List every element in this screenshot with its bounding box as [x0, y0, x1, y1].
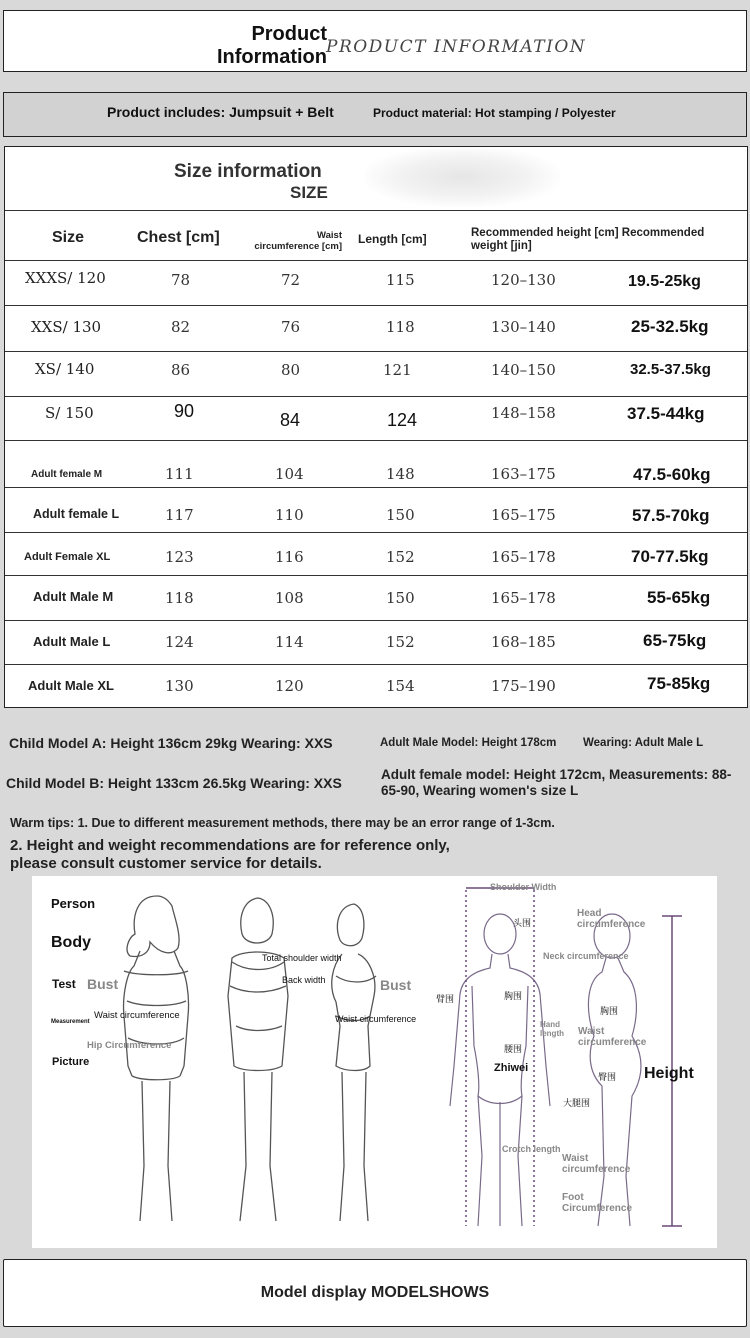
weight-value: 47.5-60kg: [633, 465, 711, 484]
weight-value: 75-85kg: [647, 674, 711, 693]
measurement-lines: [466, 888, 682, 1226]
size-label: Adult Male XL: [28, 678, 114, 693]
label-back-width: Back width: [282, 975, 326, 985]
label-bust-side: Bust: [380, 977, 412, 993]
product-contents: Product includes: Jumpsuit + Belt: [107, 104, 334, 120]
label-neck-circ: Neck circumference: [543, 951, 629, 961]
label-waist-circ: Waist circumference: [94, 1010, 180, 1021]
waist-value: 114: [275, 633, 304, 651]
label-arm-cn: 臂围: [436, 994, 455, 1004]
divider: [5, 664, 747, 665]
header-size: Size: [52, 229, 85, 246]
header-rec-line1: Recommended height [cm] Recommended: [471, 227, 705, 239]
height-value: 163–175: [491, 465, 556, 483]
length-value: 154: [386, 677, 415, 695]
product-includes-bar: [3, 92, 747, 137]
height-value: 140–150: [491, 361, 556, 379]
waist-value: 120: [275, 677, 304, 695]
label-hip-circ: Hip Circumference: [87, 1040, 172, 1051]
divider: [5, 487, 747, 488]
weight-value: 70-77.5kg: [631, 547, 709, 566]
height-value: 120–130: [491, 271, 556, 289]
left-figures-illustration: [124, 896, 376, 1221]
waist-value: 76: [281, 318, 301, 336]
label-head-circ: Head circumference: [577, 908, 646, 930]
header-chest: Chest [cm]: [137, 229, 220, 246]
weight-value: 25-32.5kg: [631, 317, 709, 336]
chest-value: 130: [165, 677, 194, 695]
label-waist-circ-lower: Waist circumference: [562, 1153, 631, 1175]
size-table-subtitle: SIZE: [290, 183, 328, 202]
divider: [5, 305, 747, 306]
size-label: Adult Female XL: [24, 551, 111, 563]
height-value: 130–140: [491, 318, 556, 336]
adult-male-model: Adult Male Model: Height 178cm: [380, 737, 557, 749]
size-label: Adult female L: [33, 507, 120, 521]
length-value: 152: [386, 633, 415, 651]
header-length: Length [cm]: [358, 232, 427, 246]
label-chest-cn: 胸围: [504, 991, 523, 1001]
label-shoulder-width: Shoulder Width: [490, 882, 557, 892]
child-model-a: Child Model A: Height 136cm 29kg Wearing: XXS: [9, 735, 333, 751]
child-model-b: Child Model B: Height 133cm 26.5kg Wearing: XXS: [6, 775, 342, 791]
weight-value: 37.5-44kg: [627, 404, 705, 423]
model-display-footer: [3, 1259, 747, 1327]
header-waist-line1: Waist: [317, 230, 342, 241]
label-body: Body: [51, 934, 91, 951]
weight-value: 32.5-37.5kg: [630, 361, 711, 378]
label-waist-circ-right: Waist circumference: [578, 1026, 647, 1048]
size-label: Adult Male M: [33, 589, 114, 604]
label-test: Test: [52, 977, 76, 991]
weight-value: 55-65kg: [647, 588, 711, 607]
chest-value: 86: [171, 361, 191, 379]
divider: [5, 532, 747, 533]
footer-text: Model display MODELSHOWS: [260, 1284, 490, 1301]
size-label: Adult Male L: [33, 634, 111, 649]
divider: [5, 396, 747, 397]
header-title: [193, 23, 327, 69]
weight-value: 65-75kg: [643, 631, 707, 650]
warm-tip-1: Warm tips: 1. Due to different measurement methods, there may be an error range of 1-3cm.: [10, 816, 555, 830]
label-zhiwei: Zhiwei: [494, 1062, 529, 1074]
size-label: XXS/ 130: [31, 318, 102, 336]
warm-tip-2: 2. Height and weight recommendations are for reference only,: [10, 837, 450, 854]
chest-value: 82: [171, 318, 191, 336]
chest-value: 124: [165, 633, 194, 651]
size-label: Adult female M: [31, 469, 103, 480]
chest-value: 78: [171, 271, 191, 289]
label-person: Person: [51, 896, 96, 911]
chest-value: 123: [165, 548, 194, 566]
height-value: 165–178: [491, 548, 556, 566]
chest-value: 111: [165, 465, 194, 483]
height-value: 165–175: [491, 506, 556, 524]
size-table: [4, 146, 748, 708]
waist-value: 108: [275, 589, 304, 607]
header-title-en: PRODUCT INFORMATION: [326, 37, 587, 57]
label-head-cn: 头围: [513, 918, 532, 928]
divider: [5, 440, 747, 441]
label-waist-circ-side: Waist circumference: [335, 1014, 417, 1024]
label-measurement: Measurement: [51, 1019, 90, 1025]
length-value: 148: [386, 465, 415, 483]
label-waist-cn: 腰围: [504, 1044, 523, 1054]
adult-male-wearing: Wearing: Adult Male L: [583, 737, 704, 749]
length-value: 115: [386, 271, 415, 289]
height-value: 148–158: [491, 404, 556, 422]
label-height: Height: [644, 1065, 694, 1082]
length-value: 124: [387, 410, 418, 430]
measurement-diagram: [32, 876, 717, 1248]
size-table-title: Size information: [174, 161, 322, 182]
product-material: Product material: Hot stamping / Polyester: [373, 106, 616, 120]
divider: [5, 575, 747, 576]
product-info-header: [3, 10, 747, 72]
divider: [5, 260, 747, 261]
header-title-line1: Product: [251, 23, 327, 45]
waist-value: 116: [275, 548, 304, 566]
waist-value: 72: [281, 271, 301, 289]
label-chest-side-cn: 胸围: [600, 1006, 619, 1016]
waist-value: 80: [281, 361, 301, 379]
label-bust-front: Bust: [87, 976, 119, 992]
chest-value: 117: [165, 506, 194, 524]
label-total-shoulder: Total shoulder width: [262, 953, 342, 963]
warm-tip-3: please consult customer service for details.: [10, 855, 322, 872]
chest-value: 118: [165, 589, 194, 607]
length-value: 152: [386, 548, 415, 566]
divider: [5, 210, 747, 211]
length-value: 150: [386, 589, 415, 607]
waist-value: 110: [275, 506, 304, 524]
header-waist-line2: circumference [cm]: [254, 241, 342, 252]
label-hip-cn: 臀围: [598, 1072, 617, 1082]
height-value: 165–178: [491, 589, 556, 607]
divider: [5, 620, 747, 621]
adult-female-model: Adult female model: Height 172cm, Measurements: 88-65-90, Wearing women's size L: [381, 767, 732, 798]
label-thigh-cn: 大腿围: [563, 1098, 591, 1108]
waist-value: 104: [275, 465, 304, 483]
header-rec-line2: weight [jin]: [471, 240, 532, 252]
length-value: 121: [383, 361, 412, 379]
label-crotch-length: Crotch length: [502, 1144, 561, 1154]
header-title-line2: Information: [217, 46, 327, 68]
label-foot-circ: Foot Circumference: [562, 1192, 633, 1214]
label-picture: Picture: [52, 1056, 90, 1068]
blurred-watermark: [365, 147, 560, 207]
chest-value: 90: [174, 401, 195, 421]
header-waist: [241, 230, 342, 252]
size-label: XXXS/ 120: [25, 269, 106, 287]
divider: [5, 351, 747, 352]
size-label: S/ 150: [45, 404, 94, 422]
length-value: 118: [386, 318, 415, 336]
label-hand-length: Hand length: [540, 1020, 564, 1038]
size-label: XS/ 140: [35, 360, 95, 378]
waist-value: 84: [280, 410, 301, 430]
height-value: 175–190: [491, 677, 556, 695]
length-value: 150: [386, 506, 415, 524]
height-value: 168–185: [491, 633, 556, 651]
weight-value: 19.5-25kg: [628, 273, 701, 290]
weight-value: 57.5-70kg: [632, 506, 710, 525]
header-recommended: [471, 227, 704, 253]
